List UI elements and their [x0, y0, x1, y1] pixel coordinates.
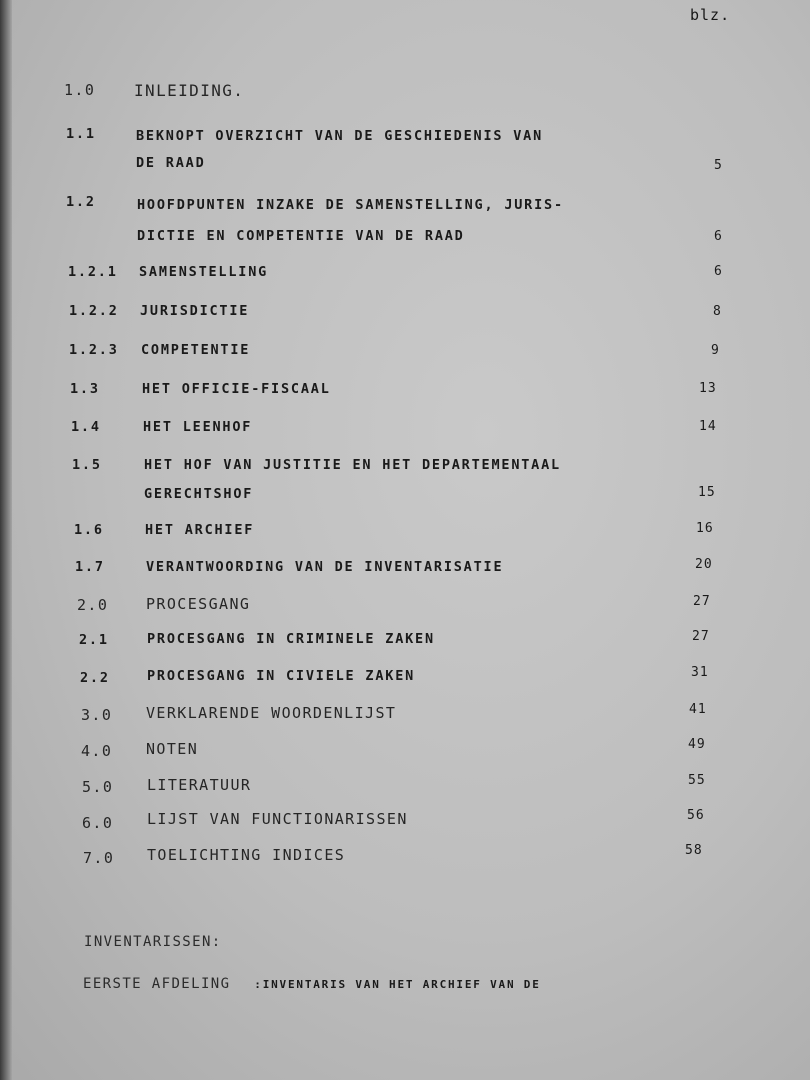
toc-title-line2: DE RAAD — [136, 155, 206, 171]
toc-page: 6 — [714, 264, 723, 279]
toc-title: INLEIDING. — [134, 81, 245, 100]
toc-number: 1.0 — [64, 81, 96, 99]
toc-number: 1.4 — [71, 419, 101, 435]
toc-page: 27 — [693, 594, 711, 609]
toc-title: LIJST VAN FUNCTIONARISSEN — [147, 810, 408, 828]
toc-page: 15 — [698, 485, 716, 500]
toc-title: HET ARCHIEF — [145, 522, 255, 538]
toc-title-line1: BEKNOPT OVERZICHT VAN DE GESCHIEDENIS VAN — [136, 128, 544, 144]
toc-page: 56 — [687, 808, 705, 823]
toc-title-line1: HET HOF VAN JUSTITIE EN HET DEPARTEMENTAAL — [144, 457, 561, 473]
page-binding-edge — [0, 0, 12, 1080]
first-section-text: :INVENTARIS VAN HET ARCHIEF VAN DE — [254, 978, 541, 991]
toc-number: 1.2 — [66, 194, 96, 210]
toc-title: TOELICHTING INDICES — [147, 846, 346, 864]
first-section-row — [83, 976, 541, 992]
toc-number: 3.0 — [81, 706, 113, 724]
toc-number: 1.2.3 — [69, 342, 119, 358]
toc-page: 49 — [688, 737, 706, 752]
toc-page: 8 — [713, 304, 722, 319]
toc-number: 2.0 — [77, 596, 109, 614]
toc-title-line2: GERECHTSHOF — [144, 486, 254, 502]
toc-number: 2.1 — [79, 632, 109, 648]
toc-title: PROCESGANG IN CRIMINELE ZAKEN — [147, 631, 435, 647]
toc-title: HET OFFICIE-FISCAAL — [142, 381, 331, 397]
toc-title-line1: HOOFDPUNTEN INZAKE DE SAMENSTELLING, JURIS- — [137, 197, 564, 213]
toc-title: NOTEN — [146, 740, 199, 758]
first-section-label: EERSTE AFDELING — [83, 976, 231, 992]
toc-title: HET LEENHOF — [143, 419, 253, 435]
toc-title: LITERATUUR — [147, 776, 252, 794]
toc-page: 55 — [688, 773, 706, 788]
toc-page: 5 — [714, 158, 723, 173]
inventories-heading: INVENTARISSEN: — [84, 934, 222, 950]
toc-page: 31 — [691, 665, 709, 680]
toc-page: 58 — [685, 843, 703, 858]
page-column-label: blz. — [690, 6, 731, 24]
toc-number: 1.2.2 — [69, 303, 119, 319]
toc-number: 7.0 — [83, 849, 115, 867]
toc-title: COMPETENTIE — [141, 342, 251, 358]
toc-page: 14 — [699, 419, 717, 434]
toc-title: PROCESGANG — [146, 595, 251, 613]
toc-title: SAMENSTELLING — [139, 264, 269, 280]
toc-number: 2.2 — [80, 670, 110, 686]
toc-number: 1.3 — [70, 381, 100, 397]
toc-number: 1.5 — [72, 457, 102, 473]
toc-number: 1.7 — [75, 559, 105, 575]
toc-title: PROCESGANG IN CIVIELE ZAKEN — [147, 668, 416, 684]
toc-title-line2: DICTIE EN COMPETENTIE VAN DE RAAD — [137, 228, 465, 244]
toc-title: VERKLARENDE WOORDENLIJST — [146, 704, 397, 722]
toc-page: 13 — [699, 381, 717, 396]
toc-number: 4.0 — [81, 742, 113, 760]
toc-number: 1.6 — [74, 522, 104, 538]
toc-page: 20 — [695, 557, 713, 572]
toc-title: VERANTWOORDING VAN DE INVENTARISATIE — [146, 559, 504, 575]
toc-number: 5.0 — [82, 778, 114, 796]
toc-number: 1.1 — [66, 126, 96, 142]
toc-number: 1.2.1 — [68, 264, 118, 280]
toc-page: 16 — [696, 521, 714, 536]
toc-page: 6 — [714, 229, 723, 244]
toc-number: 6.0 — [82, 814, 114, 832]
toc-title: JURISDICTIE — [140, 303, 250, 319]
toc-page: 41 — [689, 702, 707, 717]
toc-page: 27 — [692, 629, 710, 644]
toc-page: 9 — [711, 343, 720, 358]
